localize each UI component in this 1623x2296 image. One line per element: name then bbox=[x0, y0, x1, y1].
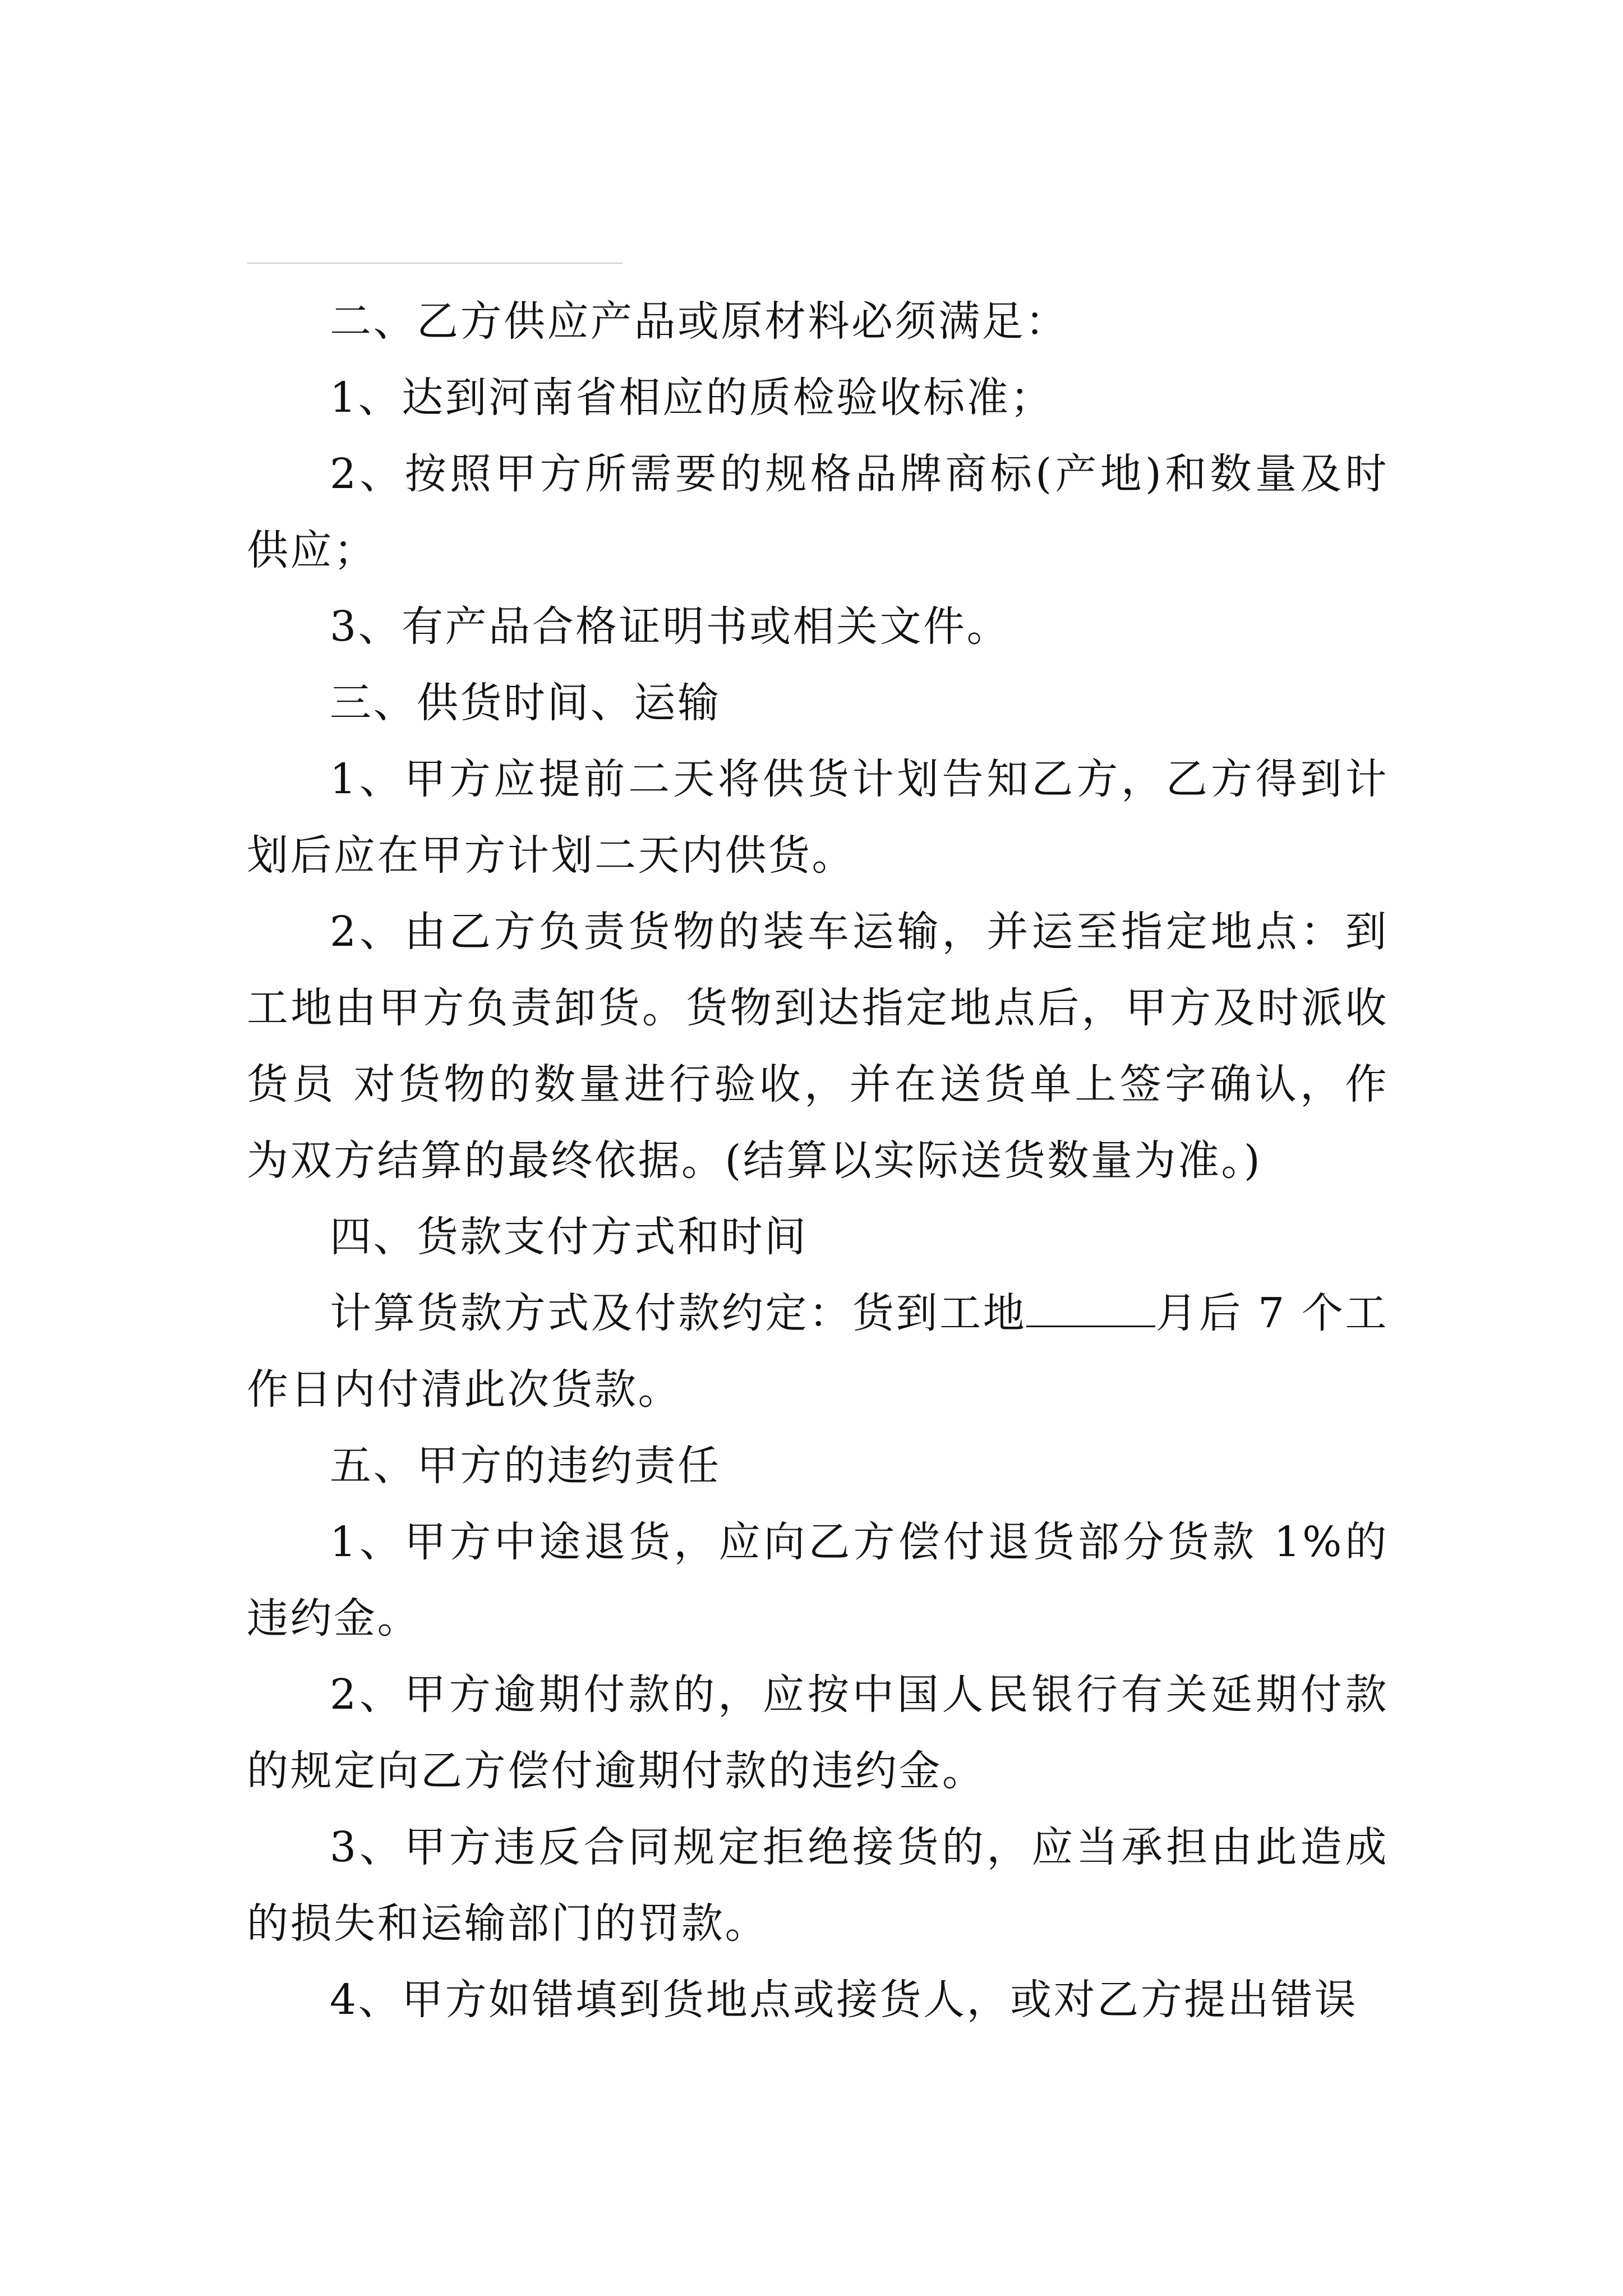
section-4-payment-clause bbox=[247, 1275, 1389, 1428]
fill-in-blank bbox=[1026, 1292, 1155, 1327]
section-5-item-1: 1、甲方中途退货，应向乙方偿付退货部分货款 1%的违约金。 bbox=[247, 1518, 1389, 1642]
payment-clause-after: 月后 7 个工作日内付清此次货款。 bbox=[247, 1289, 1389, 1414]
payment-clause-before: 计算货款方式及付款约定：货到工地 bbox=[330, 1289, 1027, 1337]
section-4-heading: 四、货款支付方式和时间 bbox=[330, 1213, 808, 1261]
section-3-item-1: 1、甲方应提前二天将供货计划告知乙方，乙方得到计划后应在甲方计划二天内供货。 bbox=[247, 755, 1389, 880]
section-5-item-3: 3、甲方违反合同规定拒绝接货的，应当承担由此造成的损失和运输部门的罚款。 bbox=[247, 1823, 1389, 1948]
section-5-heading: 五、甲方的违约责任 bbox=[330, 1442, 721, 1490]
section-5-item-4: 4、甲方如错填到货地点或接货人，或对乙方提出错误 bbox=[330, 1976, 1358, 2024]
section-2-item-1: 1、达到河南省相应的质检验收标准； bbox=[330, 374, 1054, 422]
header-rule bbox=[247, 263, 623, 264]
section-2-heading: 二、乙方供应产品或原材料必须满足： bbox=[330, 297, 1069, 346]
section-2-item-2: 2、按照甲方所需要的规格品牌商标(产地)和数量及时供应； bbox=[247, 450, 1389, 574]
section-3-heading: 三、供货时间、运输 bbox=[330, 679, 721, 727]
section-3-item-2: 2、由乙方负责货物的装车运输，并运至指定地点：到工地由甲方负责卸货。货物到达指定地点后，甲方及时派收货员 对货物的数量进行验收，并在送货单上签字确认，作为双方结算的最终依据。(结算以实际送货数量为准。) bbox=[247, 908, 1389, 1185]
document-body bbox=[247, 283, 1389, 2038]
section-2-item-3: 3、有产品合格证明书或相关文件。 bbox=[330, 602, 1011, 651]
section-5-item-2: 2、甲方逾期付款的，应按中国人民银行有关延期付款的规定向乙方偿付逾期付款的违约金。 bbox=[247, 1671, 1389, 1795]
